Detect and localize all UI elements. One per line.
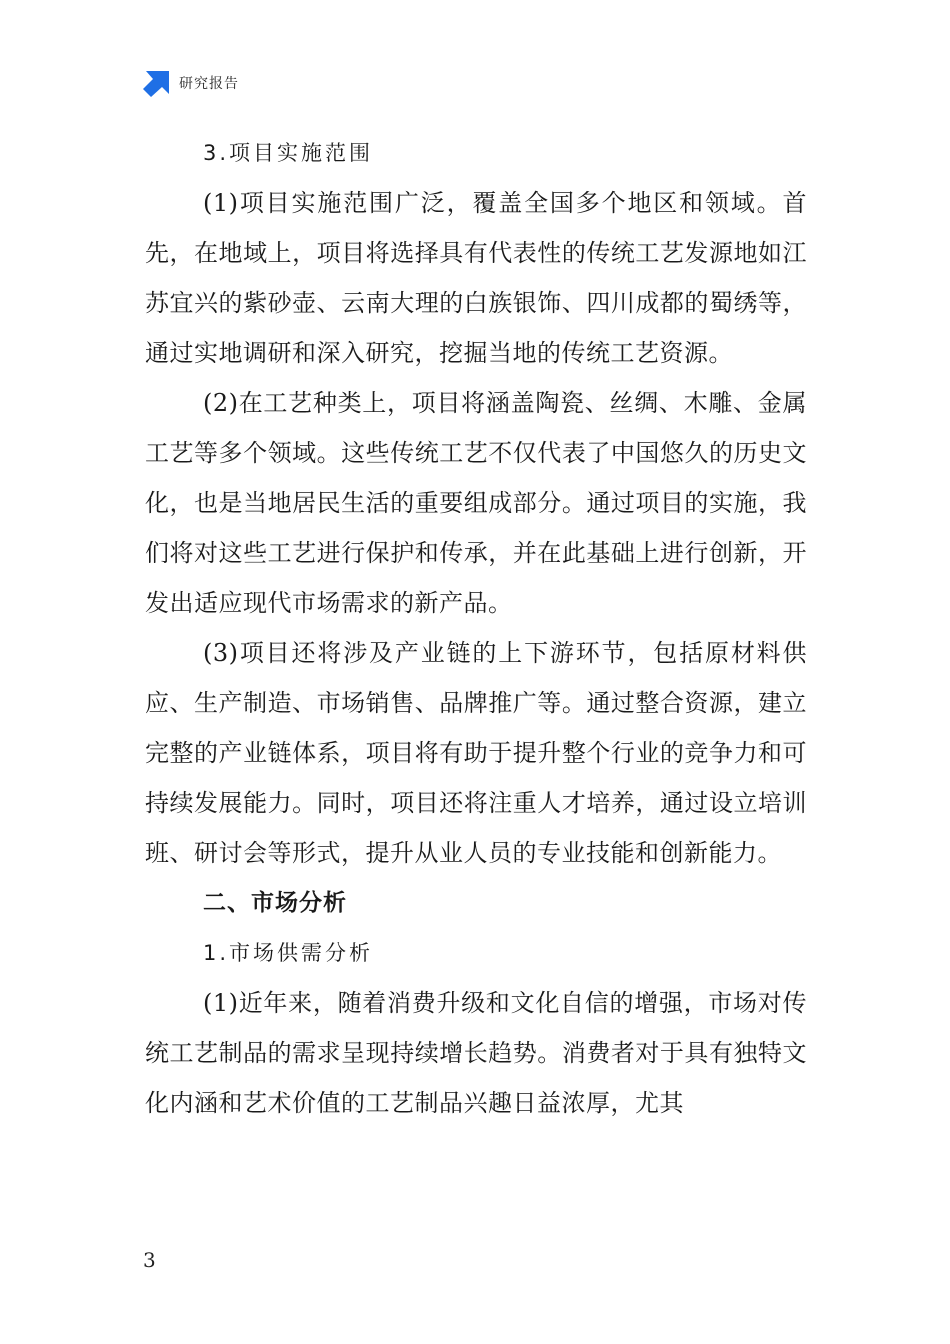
- page-header: [143, 68, 239, 98]
- section-heading-supply-demand: 1.市场供需分析: [203, 941, 374, 965]
- section-heading-scope: 3.项目实施范围: [203, 141, 374, 165]
- paragraph-scope-3: (3)项目还将涉及产业链的上下游环节，包括原材料供应、生产制造、市场销售、品牌推广等。通过整合资源，建立完整的产业链体系，项目将有助于提升整个行业的竞争力和可持续发展能力。同时，项目还将注重人才培养，通过设立培训班、研讨会等形式，提升从业人员的专业技能和创新能力。: [145, 639, 807, 867]
- page-number: 3: [143, 1248, 156, 1272]
- header-title: 研究报告: [179, 76, 239, 92]
- paragraph-scope-2: (2)在工艺种类上，项目将涵盖陶瓷、丝绸、木雕、金属工艺等多个领域。这些传统工艺不仅代表了中国悠久的历史文化，也是当地居民生活的重要组成部分。通过项目的实施，我们将对这些工艺进行保护和传承，并在此基础上进行创新，开发出适应现代市场需求的新产品。: [145, 389, 807, 617]
- chapter-heading-market: 二、市场分析: [203, 890, 347, 916]
- paragraph-supply-demand-1: (1)近年来，随着消费升级和文化自信的增强，市场对传统工艺制品的需求呈现持续增长趋势。消费者对于具有独特文化内涵和艺术价值的工艺制品兴趣日益浓厚，尤其: [145, 989, 807, 1117]
- document-body: [145, 128, 807, 1128]
- paragraph-scope-1: (1)项目实施范围广泛，覆盖全国多个地区和领域。首先，在地域上，项目将选择具有代表性的传统工艺发源地如江苏宜兴的紫砂壶、云南大理的白族银饰、四川成都的蜀绣等，通过实地调研和深入研究，挖掘当地的传统工艺资源。: [145, 189, 807, 367]
- arrow-up-right-logo-icon: [143, 69, 171, 97]
